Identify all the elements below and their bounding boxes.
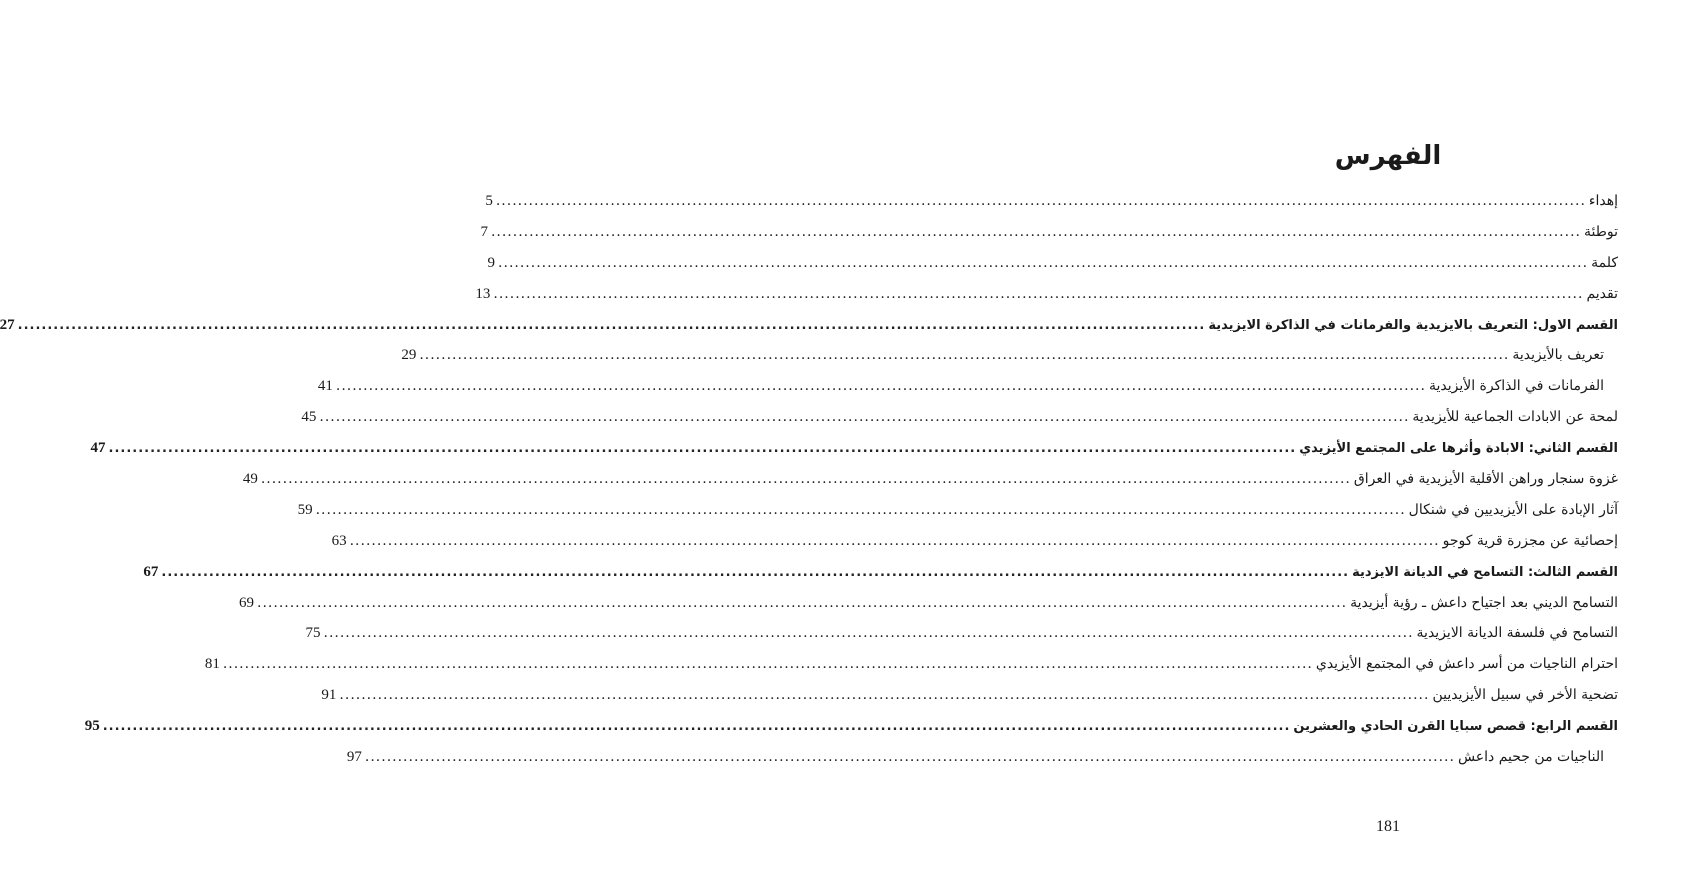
toc-entry	[242, 464, 1618, 495]
dot-leader: ........................................................................................................................................................................................................	[102, 719, 1291, 735]
toc-entry-page: 49	[242, 471, 258, 488]
toc-entry-title: القسم الاول: التعريف بالايزيدية والفرمانات في الذاكرة الايزيدية	[1208, 317, 1618, 333]
toc-entry	[297, 495, 1618, 526]
toc-entry-page: 29	[401, 347, 417, 364]
toc-entry	[475, 279, 1618, 310]
toc-entry	[321, 680, 1618, 711]
toc-entry-title: إهداء	[1588, 193, 1618, 209]
dot-leader: ........................................................................................................................................................................................................	[339, 687, 1430, 704]
toc-entry-title: توطئة	[1583, 223, 1618, 240]
toc-entry-page: 59	[297, 501, 313, 518]
toc-entry-page: 63	[331, 532, 347, 549]
toc-entry-title: لمحة عن الابادات الجماعية للأيزيدية	[1412, 409, 1618, 426]
toc-entry-page: 91	[321, 687, 337, 704]
toc-entry-page: 75	[305, 625, 321, 642]
dot-leader: ........................................................................................................................................................................................................	[315, 501, 1406, 518]
dot-leader: ........................................................................................................................................................................................................	[364, 749, 1455, 766]
toc-section-entry	[0, 310, 1618, 341]
page-title: الفهرس	[1334, 141, 1442, 171]
toc-entry-title: آثار الإبادة على الأيزيديين في شنكال	[1408, 501, 1618, 518]
toc-section-entry	[84, 711, 1618, 742]
toc-entry-title: إحصائية عن مجزرة قرية كوجو	[1442, 532, 1618, 549]
toc-entry	[317, 371, 1618, 402]
toc-entry	[305, 618, 1618, 649]
dot-leader: ........................................................................................................................................................................................................	[319, 409, 1410, 426]
toc-entry-title: تضحية الأخر في سبيل الأيزيديين	[1432, 687, 1618, 704]
toc-section-entry	[90, 433, 1618, 464]
toc-entry-title: الناجيات من جحيم داعش	[1457, 749, 1604, 766]
toc-entry-page: 13	[475, 285, 491, 302]
dot-leader: ........................................................................................................................................................................................................	[498, 254, 1589, 271]
dot-leader: ........................................................................................................................................................................................................	[495, 193, 1586, 209]
dot-leader: ........................................................................................................................................................................................................	[323, 625, 1414, 642]
dot-leader: ........................................................................................................................................................................................................	[419, 347, 1510, 364]
toc-entry-title: القسم الثالث: التسامح في الديانة الايزدية	[1352, 564, 1618, 580]
toc-entry	[401, 340, 1618, 371]
toc-entry-page: 27	[0, 316, 15, 333]
toc-entry-title: غزوة سنجار وراهن الأقلية الأيزيدية في العراق	[1353, 471, 1618, 488]
toc-entry-title: القسم الرابع: قصص سبايا القرن الحادي والعشرين	[1293, 719, 1618, 735]
toc-entry-page: 45	[301, 409, 317, 426]
dot-leader: ........................................................................................................................................................................................................	[17, 317, 1206, 333]
dot-leader: ........................................................................................................................................................................................................	[260, 471, 1351, 488]
toc-entry	[204, 649, 1618, 680]
dot-leader: ........................................................................................................................................................................................................	[335, 378, 1426, 395]
dot-leader: ........................................................................................................................................................................................................	[349, 532, 1440, 549]
toc-entry-page: 97	[346, 749, 362, 766]
toc-entry-title: التسامح في فلسفة الديانة الايزيدية	[1416, 625, 1618, 642]
toc-entry	[485, 186, 1618, 217]
page-number: 181	[1376, 818, 1400, 835]
toc-entry	[239, 588, 1618, 619]
toc-entry-page: 9	[487, 254, 496, 271]
toc-entry-page: 67	[143, 563, 159, 580]
dot-leader: ........................................................................................................................................................................................................	[222, 656, 1313, 673]
toc-entry-title: احترام الناجيات من أسر داعش في المجتمع الأيزيدي	[1315, 656, 1618, 673]
dot-leader: ........................................................................................................................................................................................................	[493, 285, 1584, 302]
dot-leader: ........................................................................................................................................................................................................	[490, 223, 1581, 240]
toc-entry-page: 81	[204, 656, 220, 673]
toc-section-entry	[143, 557, 1618, 588]
toc-entry	[487, 248, 1618, 279]
toc-entry-title: التسامح الديني بعد اجتياح داعش ـ رؤية أيزيدية	[1350, 594, 1618, 611]
toc-entry-page: 7	[480, 223, 488, 240]
dot-leader: ........................................................................................................................................................................................................	[108, 441, 1297, 457]
toc-entry-title: تقديم	[1586, 285, 1618, 302]
toc-entry-page: 41	[317, 378, 333, 395]
table-of-contents	[0, 186, 1618, 773]
dot-leader: ........................................................................................................................................................................................................	[161, 564, 1350, 580]
toc-entry	[331, 526, 1618, 557]
toc-entry	[480, 217, 1618, 248]
toc-entry-page: 95	[84, 718, 100, 735]
toc-entry-page: 47	[90, 440, 106, 457]
toc-entry-page: 5	[485, 193, 493, 209]
toc-entry-title: تعريف بالأيزيدية	[1512, 347, 1604, 364]
toc-entry-title: القسم الثاني: الابادة وأثرها على المجتمع الأيزيدي	[1299, 441, 1618, 457]
toc-entry-page: 69	[239, 594, 255, 611]
toc-entry	[301, 402, 1618, 433]
toc-entry-title: الفرمانات في الذاكرة الأيزيدية	[1428, 378, 1604, 395]
toc-entry-title: كلمة	[1591, 254, 1618, 271]
dot-leader: ........................................................................................................................................................................................................	[257, 594, 1348, 611]
toc-entry	[346, 742, 1618, 773]
